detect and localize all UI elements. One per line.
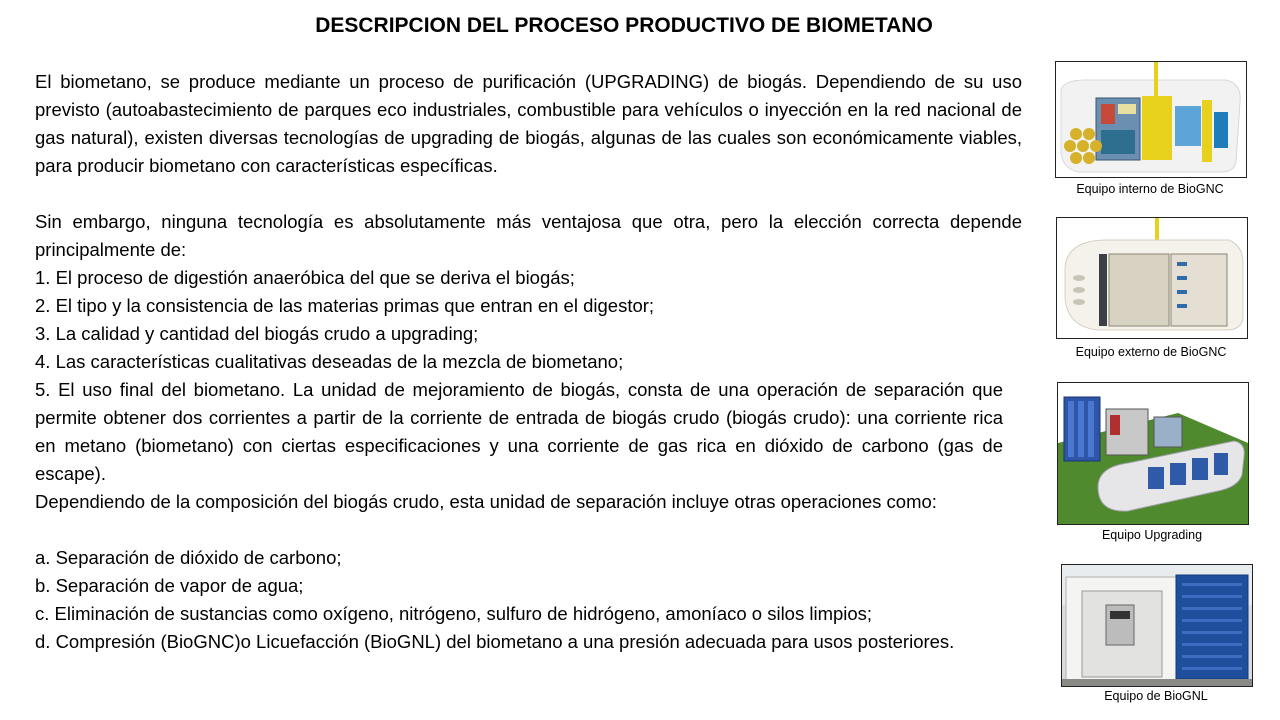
caption-equipo-interno: Equipo interno de BioGNC [1076,182,1224,196]
caption-equipo-upgrading: Equipo Upgrading [1101,528,1203,542]
list-item-c: c. Eliminación de sustancias como oxígeno, nitrógeno, sulfuro de hidrógeno, amoníaco o silos limpios; [35,603,873,624]
page-title: DESCRIPCION DEL PROCESO PRODUCTIVO DE BIOMETANO [315,14,933,37]
list-item-2: 2. El tipo y la consistencia de las materias primas que entran en el digestor; [35,295,655,316]
figure-equipo-biognl [1061,564,1253,687]
equipo-externo-illustration [1057,218,1247,338]
dependiendo-paragraph: Dependiendo de la composición del biogás crudo, esta unidad de separación incluye otras operaciones como: [35,491,937,512]
figure-equipo-interno [1055,61,1247,178]
intro-paragraph: El biometano, se produce mediante un proceso de purificación (UPGRADING) de biogás. Dependiendo de su uso previsto (autoabastecimiento de parques eco industriales, combustible para vehículos o inyección en la red nacional de gas natural), existen diversas tecnologías de upgrading de biogás, algunas de las cuales son económicamente viables, para producir biometano con características específicas. [35,71,1022,176]
caption-equipo-biognl: Equipo de BioGNL [1104,689,1208,703]
list-item-4: 4. Las características cualitativas deseadas de la mezcla de biometano; [35,351,624,372]
list-item-3: 3. La calidad y cantidad del biogás crudo a upgrading; [35,323,479,344]
caption-equipo-externo: Equipo externo de BioGNC [1075,345,1227,359]
sin-embargo-paragraph: Sin embargo, ninguna tecnología es absolutamente más ventajosa que otra, pero la elección correcta depende principalmente de: [35,211,1022,260]
list-item-a: a. Separación de dióxido de carbono; [35,547,342,568]
list-item-b: b. Separación de vapor de agua; [35,575,304,596]
equipo-upgrading-illustration [1058,383,1248,524]
equipo-interno-illustration [1056,62,1246,177]
list-item-1: 1. El proceso de digestión anaeróbica del que se deriva el biogás; [35,267,575,288]
list-item-d: d. Compresión (BioGNC)o Licuefacción (BioGNL) del biometano a una presión adecuada para usos posteriores. [35,631,955,652]
figure-equipo-upgrading [1057,382,1249,525]
list-item-5: 5. El uso final del biometano. La unidad de mejoramiento de biogás, consta de una operación de separación que permite obtener dos corrientes a partir de la corriente de entrada de biogás crudo (biogás crudo): una corriente rica en metano (biometano) con ciertas especificaciones y una corriente de gas rica en dióxido de carbono (gas de escape). [35,379,1003,484]
equipo-biognl-illustration [1062,565,1252,686]
figure-equipo-externo [1056,217,1248,339]
